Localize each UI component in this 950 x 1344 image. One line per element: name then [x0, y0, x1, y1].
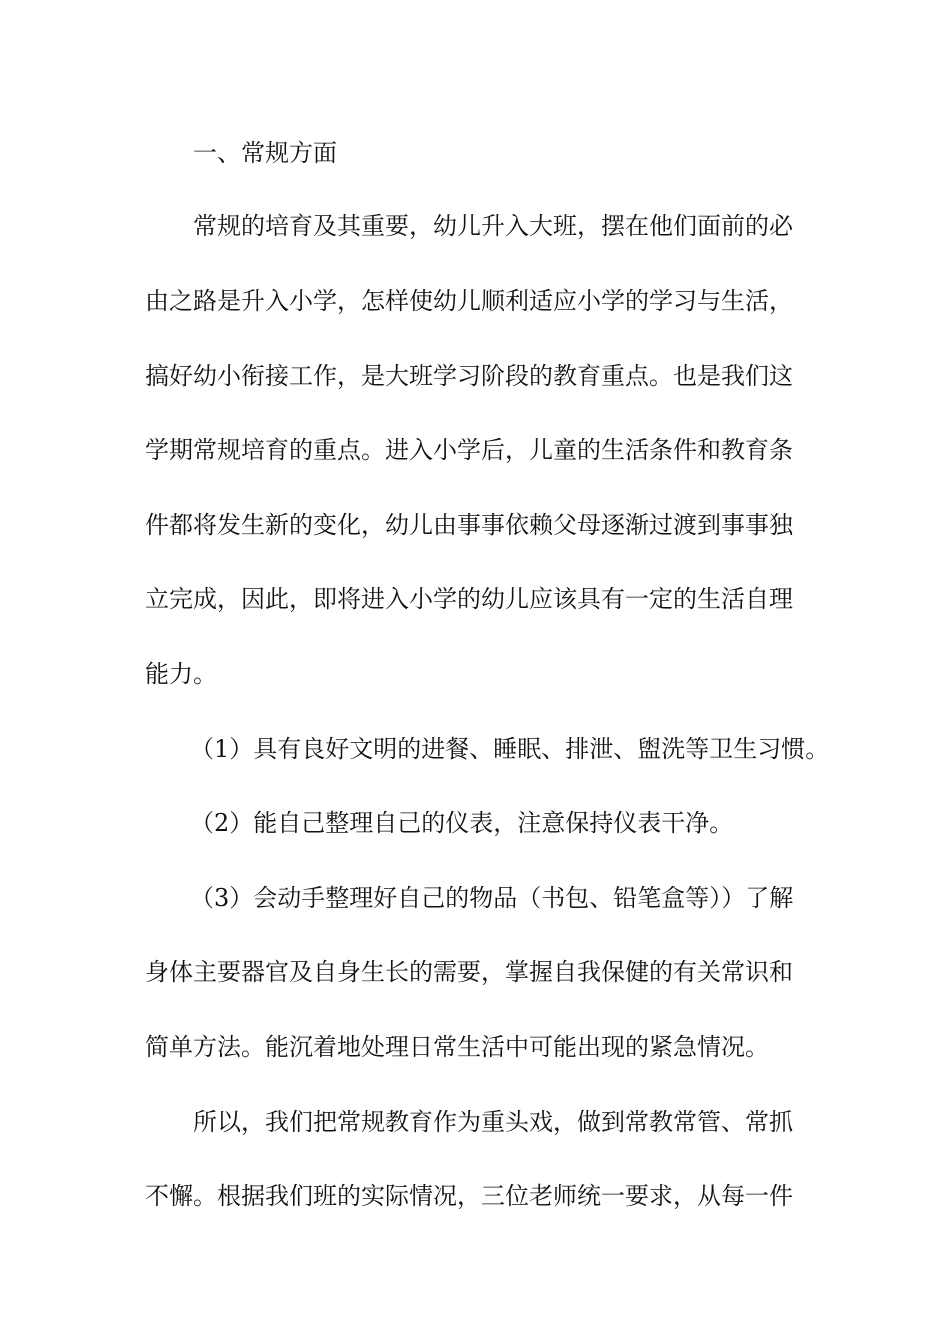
paragraph-line: 身体主要器官及自身生长的需要，掌握自我保健的有关常识和: [145, 958, 793, 986]
list-item: （3）会动手整理好自己的物品（书包、铅笔盒等））了解: [190, 884, 794, 912]
paragraph-line: 学期常规培育的重点。进入小学后，儿童的生活条件和教育条: [145, 436, 793, 464]
list-item: （2）能自己整理自己的仪表，注意保持仪表干净。: [190, 809, 734, 837]
paragraph-line: 立完成，因此，即将进入小学的幼儿应该具有一定的生活自理: [145, 585, 793, 613]
paragraph-line: 由之路是升入小学，怎样使幼儿顺利适应小学的学习与生活，: [145, 287, 793, 315]
section-heading: 一、常规方面: [193, 139, 337, 167]
paragraph-line: 简单方法。能沉着地处理日常生活中可能出现的紧急情况。: [145, 1033, 769, 1061]
list-item: （1）具有良好文明的进餐、睡眠、排泄、盥洗等卫生习惯。: [190, 735, 830, 763]
paragraph-line: 不懈。根据我们班的实际情况，三位老师统一要求，从每一件: [145, 1182, 793, 1210]
paragraph-line: 常规的培育及其重要，幼儿升入大班，摆在他们面前的必: [193, 212, 793, 240]
paragraph-line: 件都将发生新的变化，幼儿由事事依赖父母逐渐过渡到事事独: [145, 511, 793, 539]
paragraph-line: 能力。: [145, 660, 217, 688]
paragraph-line: 搞好幼小衔接工作，是大班学习阶段的教育重点。也是我们这: [145, 362, 793, 390]
paragraph-line: 所以，我们把常规教育作为重头戏，做到常教常管、常抓: [193, 1108, 793, 1136]
